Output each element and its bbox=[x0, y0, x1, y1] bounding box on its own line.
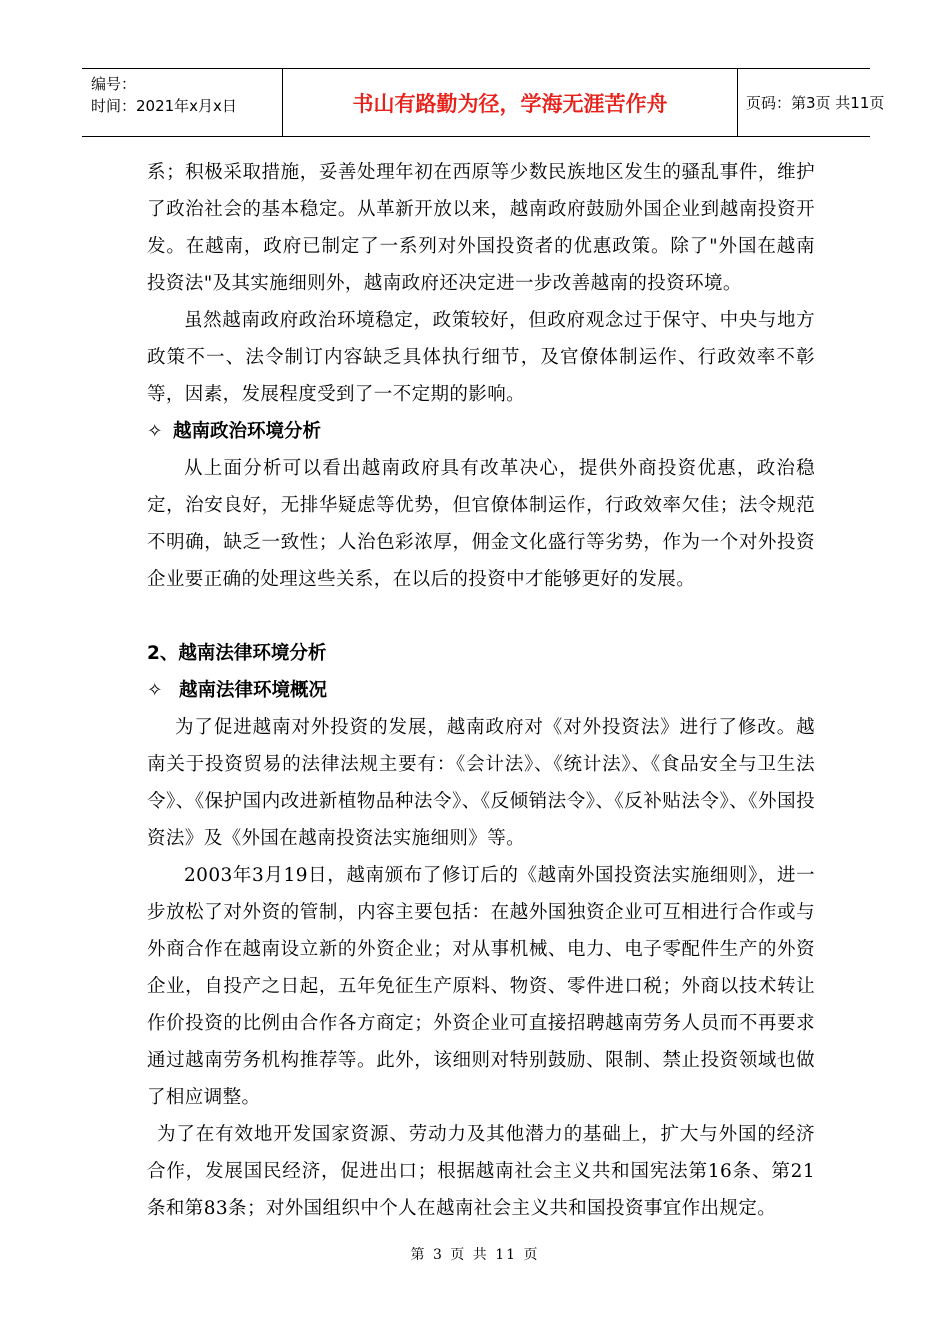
paragraph: 为了促进越南对外投资的发展，越南政府对《对外投资法》进行了修改。越南关于投资贸易的法律法规主要有：《会计法》、《统计法》、《食品安全与卫生法令》、《保护国内改进新植物品种法令》、《反倾销法令》、《反补贴法令》、《外国投资法》及《外国在越南投资法实施细则》等。 bbox=[147, 717, 815, 849]
paragraph: 系；积极采取措施，妥善处理年初在西原等少数民族地区发生的骚乱事件，维护了政治社会的基本稳定。从革新开放以来，越南政府鼓励外国企业到越南投资开发。在越南，政府已制定了一系列对外国投资者的优惠政策。除了"外国在越南投资法"及其实施细则外，越南政府还决定进一步改善越南的投资环境。 bbox=[147, 162, 815, 294]
heading-text: 越南法律环境概况 bbox=[179, 680, 328, 701]
header-page-info: 页码：第3页 共11页 bbox=[746, 94, 885, 112]
paragraph: 为了在有效地开发国家资源、劳动力及其他潜力的基础上，扩大与外国的经济合作，发展国民经济，促进出口；根据越南社会主义共和国宪法第16条、第21条和第83条；对外国组织中个人在越南社会主义共和国投资事宜作出规定。 bbox=[147, 1124, 815, 1219]
paragraph: 2003年3月19日，越南颁布了修订后的《越南外国投资法实施细则》，进一步放松了对外资的管制，内容主要包括：在越外国独资企业可互相进行合作或与外商合作在越南设立新的外资企业；对从事机械、电力、电子零配件生产的外资企业，自投产之日起，五年免征生产原料、物资、零件进口税；外商以技术转让作价投资的比例由合作各方商定；外资企业可直接招聘越南劳务人员而不再要求通过越南劳务机构推荐等。此外，该细则对特别鼓励、限制、禁止投资领域也做了相应调整。 bbox=[147, 865, 815, 1108]
section-heading: 2、越南法律环境分析 bbox=[147, 643, 327, 664]
paragraph: 虽然越南政府政治环境稳定，政策较好，但政府观念过于保守、中央与地方政策不一、法令制订内容缺乏具体执行细节，及官僚体制运作、行政效率不彰等，因素，发展程度受到了一不定期的影响。 bbox=[147, 310, 815, 405]
header-meta bbox=[82, 69, 282, 136]
page-footer: 第 3 页 共 11 页 bbox=[410, 1247, 540, 1263]
paragraph: 从上面分析可以看出越南政府具有改革决心，提供外商投资优惠，政治稳定，治安良好，无排华疑虑等优势，但官僚体制运作，行政效率欠佳；法令规范不明确，缺乏一致性；人治色彩浓厚，佣金文化盛行等劣势，作为一个对外投资企业要正确的处理这些关系，在以后的投资中才能够更好的发展。 bbox=[147, 458, 815, 590]
heading-text: 越南政治环境分析 bbox=[173, 421, 322, 442]
section-heading bbox=[147, 672, 815, 709]
number-label: 编号： bbox=[91, 75, 137, 93]
diamond-bullet-icon: ✧ bbox=[147, 421, 163, 442]
diamond-bullet-icon: ✧ bbox=[147, 680, 163, 701]
document-header bbox=[82, 68, 885, 137]
time-label: 时间：2021年x月x日 bbox=[91, 97, 237, 115]
spacer bbox=[147, 598, 815, 635]
header-motto: 书山有路勤为径，学海无涯苦作舟 bbox=[282, 69, 738, 136]
document-body bbox=[147, 154, 815, 1227]
section-heading bbox=[147, 413, 815, 450]
